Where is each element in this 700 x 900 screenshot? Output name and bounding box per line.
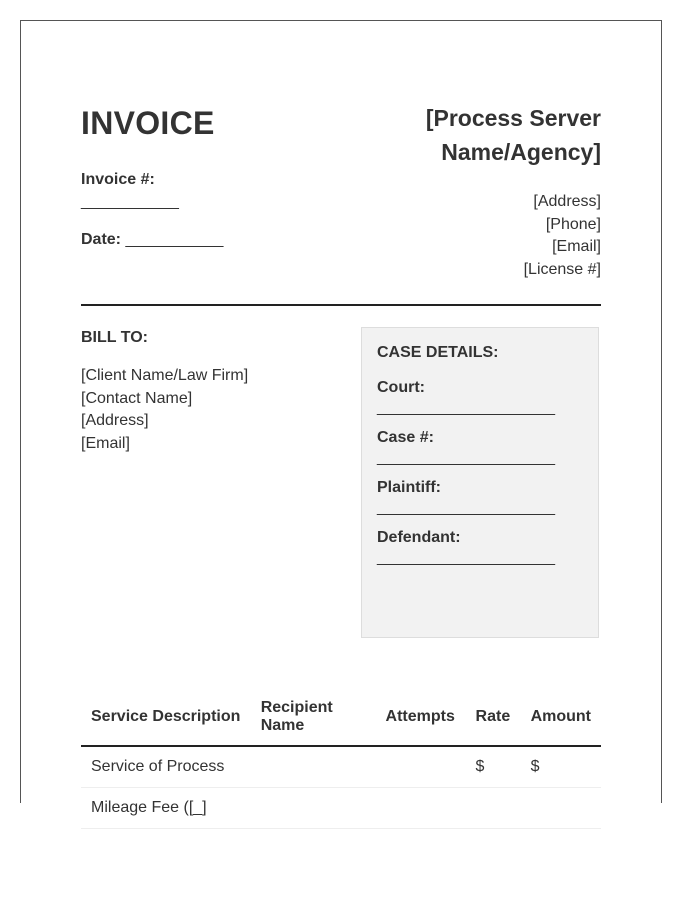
server-email: [Email] bbox=[552, 238, 601, 255]
column-header-rate: Rate bbox=[466, 693, 521, 746]
bill-to-address: [Address] bbox=[81, 412, 149, 429]
table-cell-recipient[interactable] bbox=[251, 788, 376, 829]
invoice-number-label: Invoice #: bbox=[81, 171, 155, 188]
server-phone: [Phone] bbox=[545, 215, 601, 233]
case-field-defendant bbox=[377, 528, 583, 568]
invoice-date-row bbox=[81, 231, 223, 249]
table-row bbox=[81, 746, 601, 788]
table-cell-attempts[interactable] bbox=[376, 746, 466, 788]
table-row bbox=[81, 788, 601, 829]
table-cell-amount[interactable]: $ bbox=[521, 746, 601, 788]
table-cell-amount[interactable] bbox=[521, 788, 601, 829]
table-cell-description[interactable]: Mileage Fee ([_] bbox=[81, 788, 251, 829]
invoice-date-label: Date: bbox=[81, 231, 122, 248]
invoice-number-blank[interactable]: ___________ bbox=[81, 193, 179, 210]
case-field-plaintiff bbox=[377, 478, 583, 518]
table-cell-description[interactable]: Service of Process bbox=[81, 746, 251, 788]
case-field-label: Case #: bbox=[377, 429, 434, 446]
invoice-page bbox=[20, 20, 662, 816]
case-field-label: Court: bbox=[377, 379, 425, 396]
server-contact bbox=[321, 191, 601, 281]
table-cell-recipient[interactable] bbox=[251, 746, 376, 788]
table-cell-attempts[interactable] bbox=[376, 788, 466, 829]
case-details-heading: CASE DETAILS: bbox=[377, 344, 499, 361]
case-field-case-number bbox=[377, 428, 583, 468]
server-address: [Address] bbox=[533, 193, 601, 210]
server-name: [Process Server Name/Agency] bbox=[425, 105, 601, 165]
case-field-court bbox=[377, 378, 583, 418]
invoice-date-blank[interactable]: ___________ bbox=[125, 231, 224, 248]
case-field-label: Defendant: bbox=[377, 529, 461, 546]
bill-to-client: [Client Name/Law Firm] bbox=[81, 367, 249, 384]
server-header bbox=[321, 101, 601, 281]
case-field-blank[interactable]: ____________________ bbox=[377, 449, 555, 466]
case-field-blank[interactable]: ____________________ bbox=[377, 549, 555, 566]
case-details-box bbox=[361, 327, 599, 638]
table-header-row bbox=[81, 693, 601, 746]
column-header-recipient-name: Recipient Name bbox=[251, 693, 376, 746]
case-field-label: Plaintiff: bbox=[377, 479, 441, 496]
header-divider bbox=[81, 304, 601, 306]
bill-to-contact: [Contact Name] bbox=[81, 389, 193, 407]
column-header-attempts: Attempts bbox=[376, 693, 466, 746]
services-table bbox=[81, 693, 601, 829]
bill-to-lines bbox=[81, 365, 341, 455]
bill-to-email: [Email] bbox=[81, 434, 130, 452]
bill-to-section bbox=[81, 329, 341, 455]
case-field-blank[interactable]: ____________________ bbox=[377, 399, 555, 416]
table-cell-rate[interactable]: $ bbox=[466, 746, 521, 788]
column-header-service-description: Service Description bbox=[81, 693, 251, 746]
server-license: [License #] bbox=[523, 260, 601, 278]
case-field-blank[interactable]: ____________________ bbox=[377, 499, 555, 516]
invoice-title: INVOICE bbox=[81, 105, 215, 141]
column-header-amount: Amount bbox=[521, 693, 601, 746]
table-cell-rate[interactable] bbox=[466, 788, 521, 829]
bill-to-heading: BILL TO: bbox=[81, 329, 148, 346]
